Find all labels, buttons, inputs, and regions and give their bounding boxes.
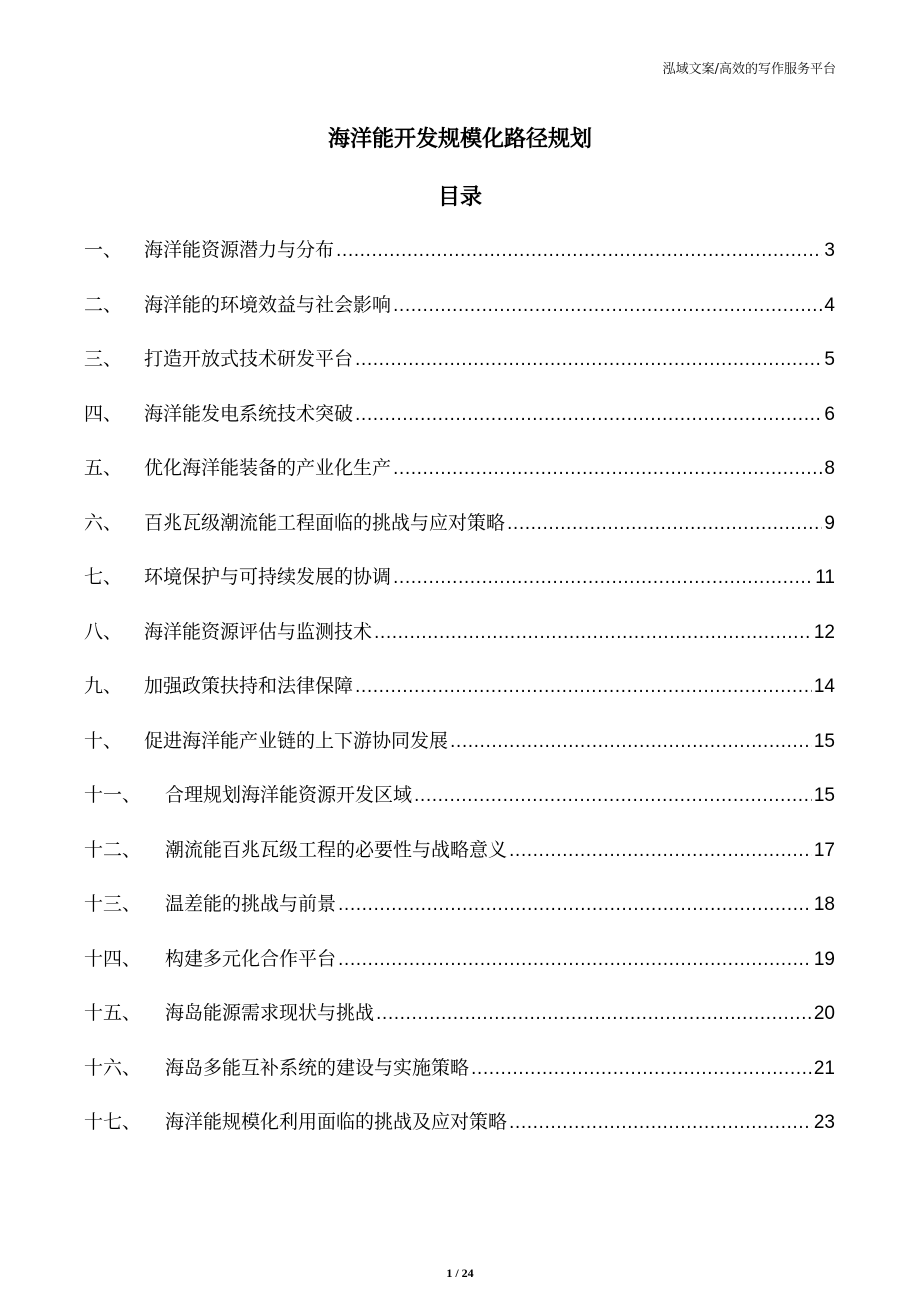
toc-entry-number: 二、: [84, 293, 123, 316]
toc-entry-title: 温差能的挑战与前景: [165, 893, 337, 915]
toc-entry-title: 打造开放式技术研发平台: [144, 348, 354, 370]
toc-entry[interactable]: [84, 823, 835, 878]
toc-dot-leader: [507, 497, 822, 552]
toc-entry-page: 14: [813, 676, 835, 697]
toc-entry-number: 三、: [84, 348, 123, 370]
toc-dot-leader: [355, 388, 822, 443]
toc-dot-leader: [509, 824, 812, 879]
toc-entry-number: 十六、: [84, 1056, 142, 1079]
toc-dot-leader: [393, 442, 822, 497]
toc-dot-leader: [355, 333, 822, 388]
page-indicator: 1 / 24: [446, 1266, 474, 1280]
toc-entry-page: 17: [813, 839, 835, 861]
toc-entry-title: 海岛多能互补系统的建设与实施策略: [165, 1056, 470, 1079]
toc-entry[interactable]: [84, 223, 835, 278]
toc-entry-number: 十、: [84, 729, 123, 752]
toc-dot-leader: [450, 715, 812, 770]
toc-entry-number: 九、: [84, 675, 123, 697]
toc-entry-page: 15: [813, 785, 835, 806]
toc-entry-page: 11: [815, 567, 835, 588]
document-title: 海洋能开发规模化路径规划: [327, 127, 592, 152]
toc-entry-number: 四、: [84, 402, 123, 425]
toc-entry-page: 9: [824, 512, 835, 534]
toc-entry-number: 六、: [84, 511, 123, 534]
toc-entry[interactable]: [84, 986, 835, 1041]
toc-entry[interactable]: [84, 1095, 835, 1150]
toc-entry-title: 环境保护与可持续发展的协调: [144, 566, 392, 588]
toc-entry-number: 五、: [84, 457, 123, 479]
toc-entry-page: 23: [813, 1112, 835, 1133]
toc-entry-page: 6: [824, 403, 835, 425]
toc-entry-title: 海洋能资源评估与监测技术: [144, 620, 373, 643]
toc-entry-page: 12: [813, 621, 835, 643]
toc-entry-title: 构建多元化合作平台: [165, 947, 337, 970]
toc-entry-number: 十三、: [84, 893, 142, 915]
toc-entry[interactable]: [84, 877, 835, 932]
toc-entry-page: 8: [824, 458, 835, 479]
toc-dot-leader: [471, 1042, 812, 1097]
toc-entry-title: 海洋能的环境效益与社会影响: [144, 293, 392, 316]
toc-entry[interactable]: [84, 714, 835, 769]
toc-dot-leader: [338, 878, 812, 933]
toc-dot-leader: [414, 769, 812, 824]
toc-entry-number: 十五、: [84, 1002, 142, 1024]
toc-entry-page: 18: [813, 894, 835, 915]
toc-dot-leader: [393, 551, 813, 606]
toc-entry-page: 21: [813, 1057, 835, 1079]
toc-dot-leader: [355, 660, 812, 715]
toc-entry-number: 十七、: [84, 1111, 142, 1133]
toc-entry-page: 19: [813, 948, 835, 970]
table-of-contents: [84, 223, 835, 1150]
toc-entry-page: 20: [813, 1003, 835, 1024]
toc-entry-title: 潮流能百兆瓦级工程的必要性与战略意义: [165, 838, 508, 861]
toc-entry[interactable]: [84, 768, 835, 823]
toc-entry-title: 百兆瓦级潮流能工程面临的挑战与应对策略: [144, 511, 506, 534]
toc-entry-title: 海洋能规模化利用面临的挑战及应对策略: [165, 1111, 508, 1133]
toc-dot-leader: [376, 987, 812, 1042]
toc-dot-leader: [338, 933, 812, 988]
toc-entry-title: 加强政策扶持和法律保障: [144, 675, 354, 697]
toc-entry-page: 15: [813, 730, 835, 752]
toc-entry[interactable]: [84, 659, 835, 714]
toc-entry-number: 七、: [84, 566, 123, 588]
toc-heading: 目录: [437, 185, 482, 210]
toc-entry-number: 十一、: [84, 784, 142, 806]
toc-entry-title: 优化海洋能装备的产业化生产: [144, 457, 392, 479]
toc-dot-leader: [393, 279, 822, 334]
toc-entry[interactable]: [84, 605, 835, 660]
toc-entry-page: 4: [824, 294, 835, 316]
toc-entry-title: 海洋能资源潜力与分布: [144, 239, 335, 261]
toc-entry-page: 3: [824, 240, 835, 261]
toc-entry[interactable]: [84, 332, 835, 387]
toc-entry-title: 合理规划海洋能资源开发区域: [165, 784, 413, 806]
toc-entry-number: 一、: [84, 239, 123, 261]
toc-entry-page: 5: [824, 349, 835, 370]
toc-entry-title: 促进海洋能产业链的上下游协同发展: [144, 729, 449, 752]
toc-entry-title: 海洋能发电系统技术突破: [144, 402, 354, 425]
toc-entry[interactable]: [84, 550, 835, 605]
toc-dot-leader: [509, 1096, 812, 1151]
toc-entry[interactable]: [84, 496, 835, 551]
toc-entry[interactable]: [84, 278, 835, 333]
header-note: 泓域文案/高效的写作服务平台: [662, 62, 836, 77]
toc-entry-title: 海岛能源需求现状与挑战: [165, 1002, 375, 1024]
toc-dot-leader: [374, 606, 812, 661]
toc-entry[interactable]: [84, 441, 835, 496]
toc-dot-leader: [336, 224, 822, 279]
toc-entry[interactable]: [84, 1041, 835, 1096]
toc-entry-number: 十四、: [84, 947, 142, 970]
toc-entry-number: 八、: [84, 620, 123, 643]
toc-entry-number: 十二、: [84, 838, 142, 861]
toc-entry[interactable]: [84, 387, 835, 442]
toc-entry[interactable]: [84, 932, 835, 987]
